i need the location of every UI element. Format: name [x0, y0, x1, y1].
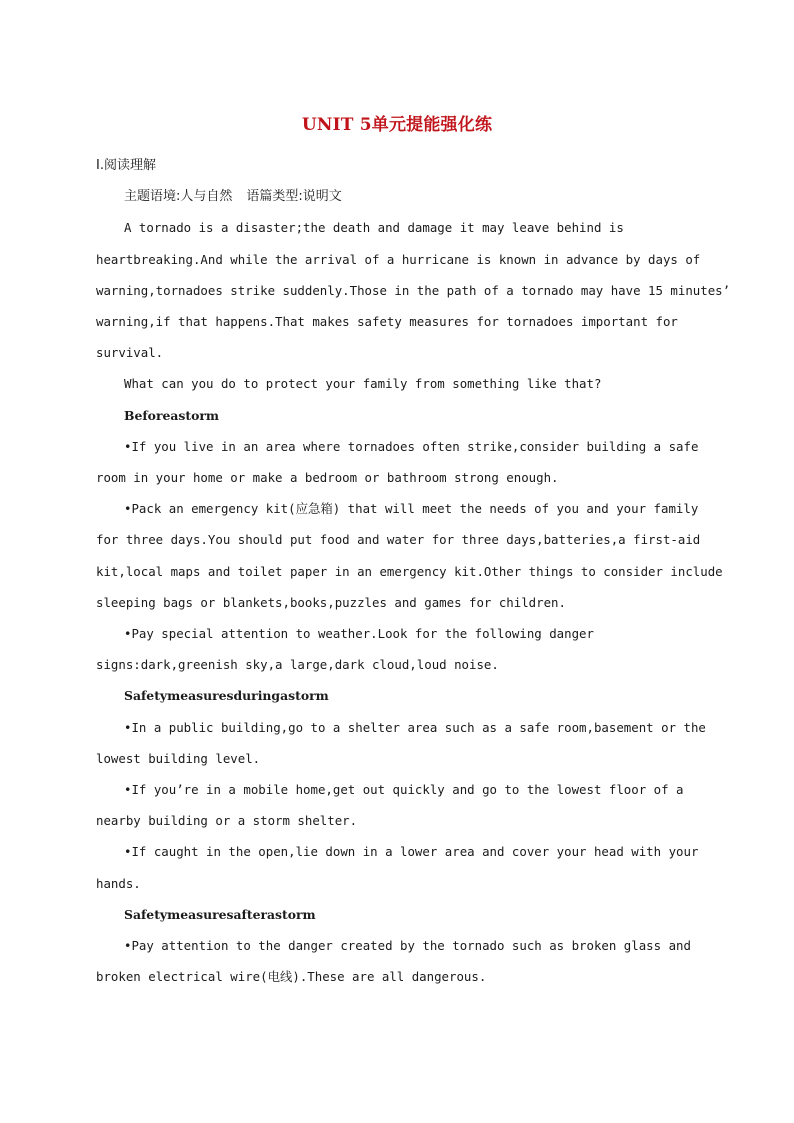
passage-meta	[96, 181, 716, 212]
section-label: Ⅰ.阅读理解	[96, 158, 156, 173]
question-line: What can you do to protect your family from something like that?	[124, 376, 602, 392]
bullet-7-line-2: broken electrical wire(电线).These are all dangerous.	[96, 969, 487, 985]
intro-line-2: heartbreaking.And while the arrival of a hurricane is known in advance by days of	[96, 251, 701, 267]
bullet-7-line-1: •Pay attention to the danger created by the tornado such as broken glass and	[124, 938, 691, 954]
bullet-5-line-1: •If you’re in a mobile home,get out quickly and go to the lowest floor of a	[124, 782, 684, 798]
meta-topic: 主题语境:人与自然	[124, 189, 233, 205]
bullet-6-line-1: •If caught in the open,lie down in a lower area and cover your head with your	[124, 844, 699, 860]
intro-line-4: warning,if that happens.That makes safety measures for tornadoes important for	[96, 314, 678, 330]
intro-line-5: survival.	[96, 345, 164, 361]
bullet-4-line-2: lowest building level.	[96, 750, 261, 766]
bullet-5-line-2: nearby building or a storm shelter.	[96, 813, 358, 829]
meta-type: 语篇类型:说明文	[246, 189, 342, 205]
bullet-2-line-1: •Pack an emergency kit(应急箱) that will meet the needs of you and your family	[124, 501, 699, 517]
bullet-3-line-1: •Pay special attention to weather.Look for the following danger	[124, 626, 594, 642]
intro-line-3: warning,tornadoes strike suddenly.Those in the path of a tornado may have 15 minutes’	[96, 282, 731, 298]
heading-during-storm: Safetymeasuresduringastorm	[124, 688, 329, 704]
heading-after-storm: Safetymeasuresafterastorm	[124, 906, 316, 922]
document-title: UNIT 5单元提能强化练	[301, 115, 493, 135]
bullet-1-line-2: room in your home or make a bedroom or bathroom strong enough.	[96, 470, 559, 486]
heading-before-storm: Beforeastorm	[124, 407, 219, 423]
intro-line-1: A tornado is a disaster;the death and damage it may leave behind is	[124, 220, 624, 236]
bullet-1-line-1: •If you live in an area where tornadoes often strike,consider building a safe	[124, 438, 699, 454]
bullet-2-line-2: for three days.You should put food and water for three days,batteries,a first-aid	[96, 532, 701, 548]
document-body	[96, 150, 731, 992]
bullet-6-line-2: hands.	[96, 875, 141, 891]
bullet-3-line-2: signs:dark,greenish sky,a large,dark cloud,loud noise.	[96, 657, 499, 673]
bullet-2-line-3: kit,local maps and toilet paper in an emergency kit.Other things to consider include	[96, 563, 723, 579]
bullet-2-line-4: sleeping bags or blankets,books,puzzles and games for children.	[96, 594, 566, 610]
bullet-4-line-1: •In a public building,go to a shelter area such as a safe room,basement or the	[124, 719, 706, 735]
